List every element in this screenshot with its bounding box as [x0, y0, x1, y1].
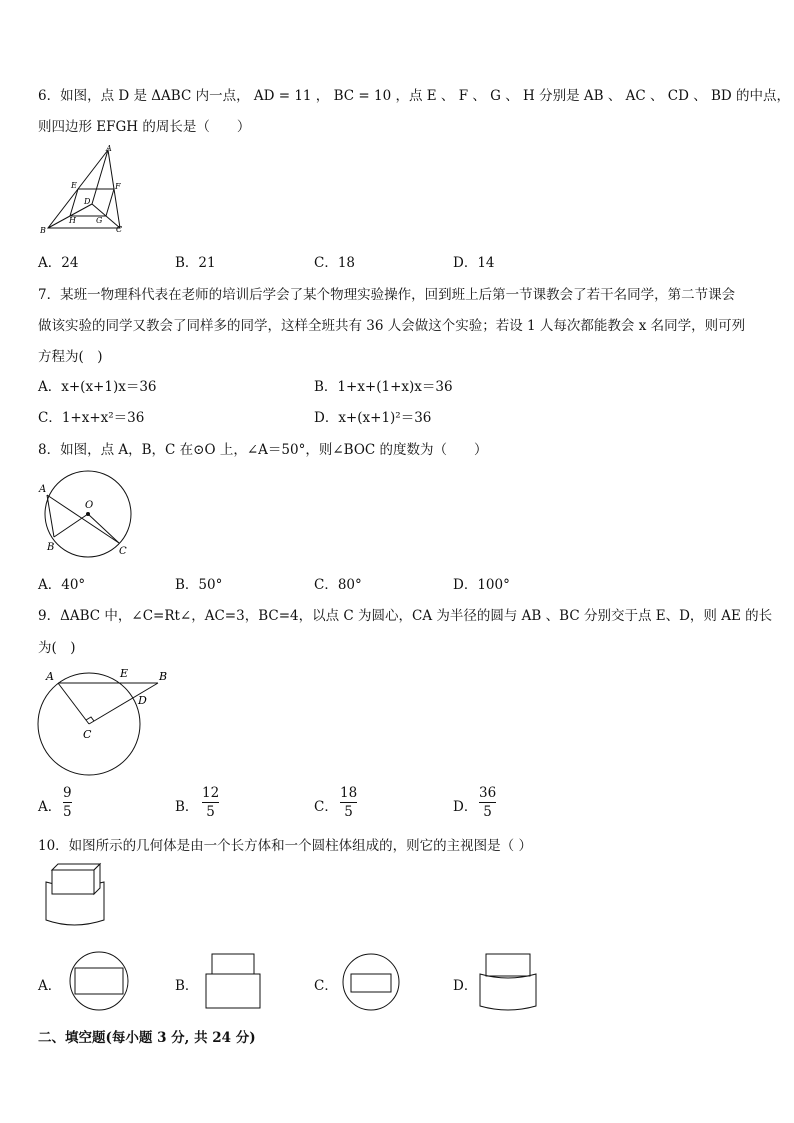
q8-circle-figure	[36, 468, 136, 560]
section-2-heading: 二、填空题(每小题 3 分, 共 24 分)	[38, 1030, 256, 1046]
q9-option-c-num: 18	[340, 785, 358, 801]
q10-line1: 10．如图所示的几何体是由一个长方体和一个圆柱体组成的，则它的主视图是（ ）	[38, 838, 532, 854]
q8-option-a: A．40°	[38, 577, 86, 593]
q9-line2: 为( )	[38, 640, 76, 656]
q9-option-d-letter: D．	[453, 799, 478, 815]
q9-option-b-den: 5	[206, 804, 215, 820]
q9-label-a: A	[46, 670, 54, 683]
q8-label-b: B	[47, 542, 55, 553]
q6-option-a: A．24	[38, 255, 79, 271]
q9-option-a-den: 5	[63, 804, 72, 820]
q8-option-c: C．80°	[314, 577, 362, 593]
q9-option-b-num: 12	[202, 785, 220, 801]
q9-circle-triangle-figure	[36, 664, 176, 782]
q8-option-b: B．50°	[175, 577, 223, 593]
q10-option-b: B．	[175, 978, 199, 994]
q6-triangle-figure	[40, 142, 130, 237]
q10-option-d: D．	[453, 978, 478, 994]
q8-option-d: D．100°	[453, 577, 510, 593]
q7-option-c: C．1+x+x²＝36	[38, 410, 145, 426]
q6-label-g: G	[96, 216, 103, 225]
q9-label-d: D	[138, 694, 147, 707]
q6-option-b: B．21	[175, 255, 216, 271]
q10-option-c-figure	[340, 952, 402, 1012]
q6-option-d: D．14	[453, 255, 495, 271]
q9-label-c: C	[83, 728, 92, 741]
q9-option-c-letter: C．	[314, 799, 338, 815]
q7-option-a: A．x+(x+1)x＝36	[38, 379, 157, 395]
q6-label-h: H	[69, 216, 76, 225]
q6-line2: 则四边形 EFGH 的周长是（ ）	[38, 119, 251, 135]
q7-line3: 方程为( )	[38, 349, 103, 365]
q9-option-b-letter: B．	[175, 799, 199, 815]
q9-line1: 9．ΔABC 中，∠C=Rt∠，AC=3，BC=4，以点 C 为圆心，CA 为半径的圆与 AB 、BC 分别交于点 E、D，则 AE 的长	[38, 608, 773, 624]
q6-label-d: D	[84, 197, 91, 206]
q9-option-c-den: 5	[344, 804, 353, 820]
q9-option-d-den: 5	[483, 804, 492, 820]
q10-solid-figure	[40, 860, 112, 934]
q9-option-a-letter: A．	[38, 799, 62, 815]
q9-option-d-num: 36	[479, 785, 497, 801]
q8-line1: 8．如图，点 A，B，C 在⊙O 上，∠A＝50°，则∠BOC 的度数为（ ）	[38, 442, 488, 458]
q6-label-c: C	[116, 225, 123, 234]
q10-option-a: A．	[38, 978, 62, 994]
q6-label-b: B	[40, 226, 46, 235]
q10-option-b-figure	[204, 952, 264, 1010]
q6-label-e: E	[71, 181, 77, 190]
q9-option-d-fraction	[479, 785, 496, 820]
q9-option-a-fraction	[63, 785, 72, 820]
q6-line1: 6．如图，点 D 是 ΔABC 内一点， AD = 11 ， BC = 10 ，点 E 、 F 、 G 、 H 分别是 AB 、 AC 、 CD 、 BD 的中点，	[38, 88, 791, 104]
q9-option-a-num: 9	[63, 785, 72, 801]
q9-option-b-fraction	[202, 785, 219, 820]
q9-option-c-fraction	[340, 785, 357, 820]
q6-option-c: C．18	[314, 255, 356, 271]
q6-label-f: F	[115, 182, 121, 191]
q8-label-o: O	[85, 500, 94, 511]
q10-option-a-figure	[66, 951, 132, 1011]
q7-line1: 7．某班一物理科代表在老师的培训后学会了某个物理实验操作，回到班上后第一节课教会了若干名同学，第二节课会	[38, 287, 736, 303]
q8-label-c: C	[119, 546, 127, 557]
q10-option-c: C．	[314, 978, 338, 994]
q10-option-d-figure	[478, 950, 540, 1012]
q8-label-a: A	[39, 484, 47, 495]
q9-label-b: B	[159, 670, 168, 683]
q7-line2: 做该实验的同学又教会了同样多的同学，这样全班共有 36 人会做这个实验；若设 1 人每次都能教会 x 名同学，则可列	[38, 318, 746, 334]
q7-option-d: D．x+(x+1)²＝36	[314, 410, 432, 426]
q6-label-a: A	[106, 144, 112, 153]
q7-option-b: B．1+x+(1+x)x＝36	[314, 379, 453, 395]
q9-label-e: E	[120, 667, 129, 680]
